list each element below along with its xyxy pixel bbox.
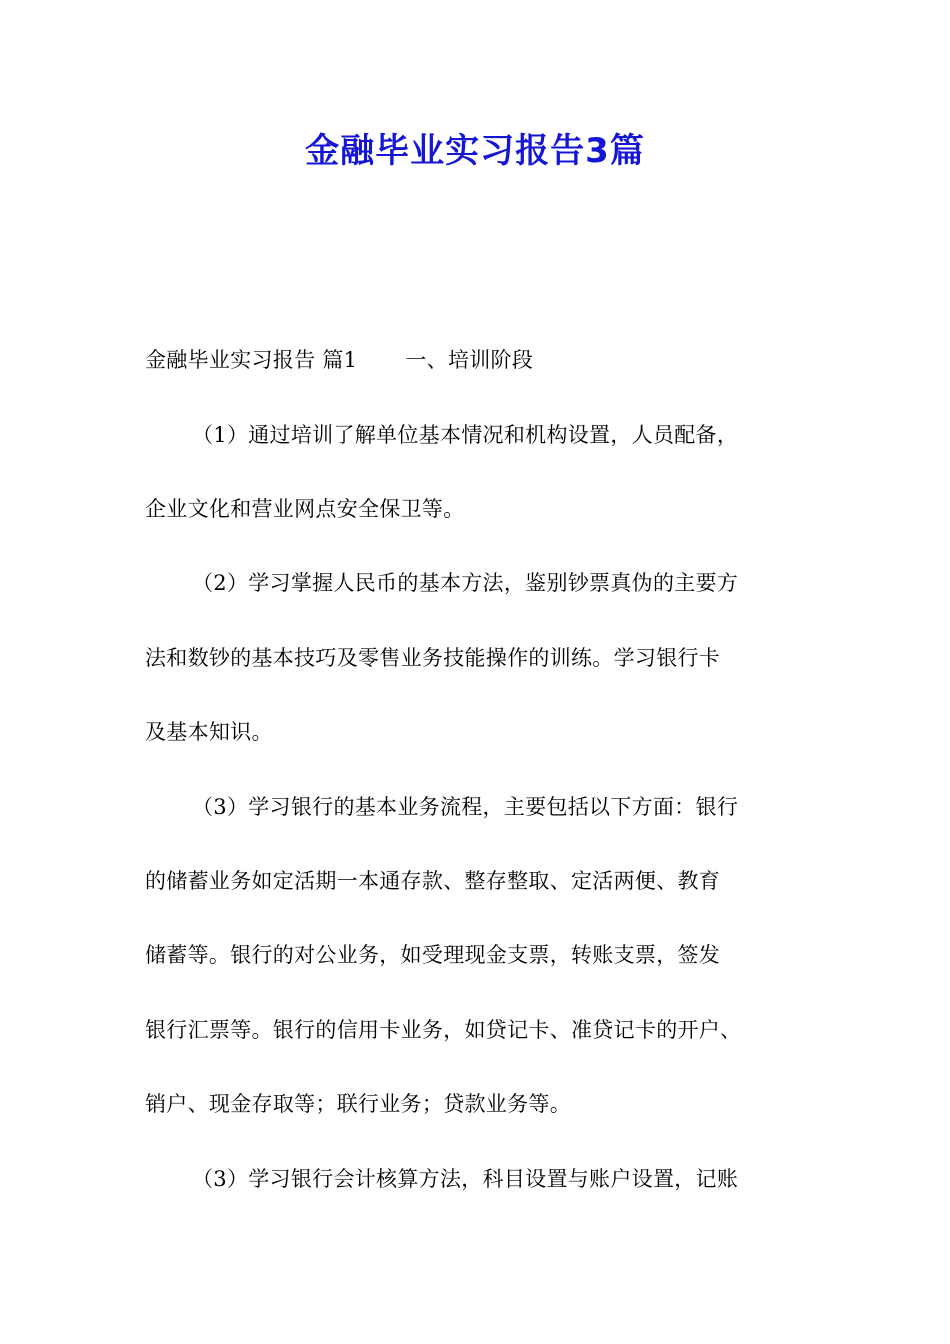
paragraph-line: 销户、现金存取等；联行业务；贷款业务等。	[145, 1092, 571, 1116]
paragraph-line: （1）通过培训了解单位基本情况和机构设置，人员配备，	[192, 423, 739, 447]
section-heading: 一、培训阶段	[405, 348, 534, 372]
paragraph-line: 及基本知识。	[145, 720, 273, 744]
paragraph-line: 企业文化和营业网点安全保卫等。	[145, 497, 465, 521]
section-heading-line	[145, 345, 835, 375]
paragraph-line: （3）学习银行会计核算方法，科目设置与账户设置，记账	[192, 1167, 739, 1191]
paragraph-line: （2）学习掌握人民币的基本方法，鉴别钞票真伪的主要方	[192, 571, 739, 595]
document-title: 金融毕业实习报告3篇	[305, 131, 645, 171]
paragraph-line: 法和数钞的基本技巧及零售业务技能操作的训练。学习银行卡	[145, 646, 721, 670]
paragraph-line: 储蓄等。银行的对公业务，如受理现金支票，转账支票，签发	[145, 943, 721, 967]
paragraph-line: 的储蓄业务如定活期一本通存款、整存整取、定活两便、教育	[145, 869, 721, 893]
paragraph-line: （3）学习银行的基本业务流程，主要包括以下方面：银行	[192, 795, 739, 819]
paragraph-line: 银行汇票等。银行的信用卡业务，如贷记卡、准贷记卡的开户、	[145, 1018, 742, 1042]
section-label: 金融毕业实习报告 篇1	[145, 348, 358, 372]
